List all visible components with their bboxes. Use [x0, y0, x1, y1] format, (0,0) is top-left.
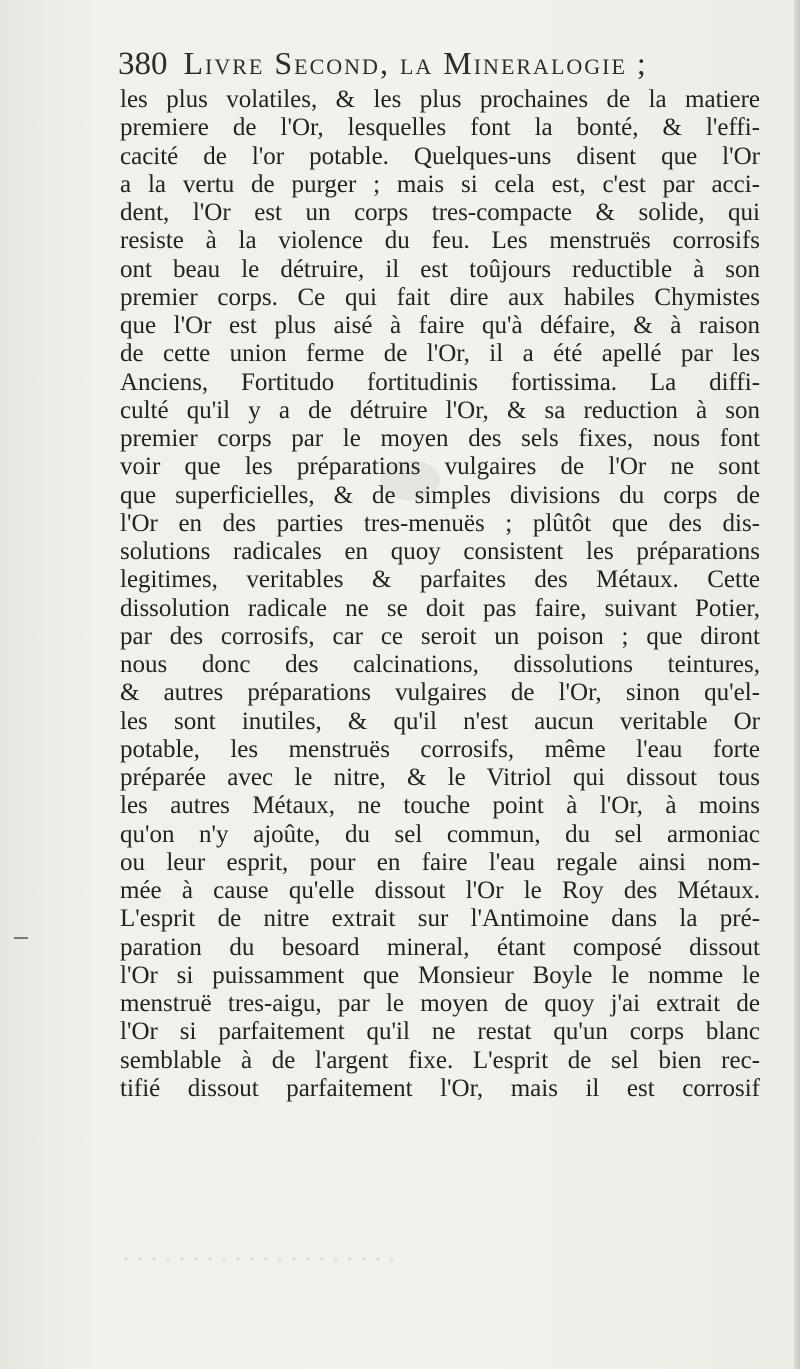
- text-line: solutions radicales en quoy consistent les préparations: [120, 538, 760, 565]
- text-line: ou leur esprit, pour en faire l'eau regale ainsi nom-: [120, 848, 760, 876]
- text-line: nous donc des calcinations, dissolutions teintures,: [120, 651, 760, 678]
- text-line: tifié dissout parfaitement l'Or, mais il est corrosif: [120, 1074, 760, 1102]
- text-line: culté qu'il y a de détruire l'Or, & sa reduction à son: [120, 396, 760, 424]
- text-line: semblable à de l'argent fixe. L'esprit de sel bien rec-: [120, 1046, 760, 1074]
- text-line: que superficielles, & de simples divisions du corps de: [120, 481, 760, 509]
- text-line: cacité de l'or potable. Quelques-uns disent que l'Or: [120, 142, 760, 170]
- text-line: l'Or en des parties tres-menuës ; plûtôt que des dis-: [120, 509, 760, 537]
- text-line: premier corps. Ce qui fait dire aux habiles Chymistes: [120, 283, 760, 311]
- text-line: paration du besoard mineral, étant composé dissout: [120, 933, 760, 961]
- text-line: voir que les préparations vulgaires de l'Or ne sont: [120, 453, 760, 481]
- text-line: les autres Métaux, ne touche point à l'Or, à moins: [120, 792, 760, 820]
- text-line: dent, l'Or est un corps tres-compacte & solide, qui: [120, 199, 760, 226]
- running-title: Livre Second, la Mineralogie ;: [183, 45, 648, 81]
- text-line: dissolution radicale ne se doit pas faire, suivant Potier,: [120, 594, 760, 622]
- text-line: potable, les menstruës corrosifs, même l'eau forte: [120, 735, 760, 763]
- page-edge: [794, 0, 800, 1369]
- text-line: Anciens, Fortitudo fortitudinis fortissima. La diffi-: [120, 368, 760, 396]
- margin-mark: [14, 937, 28, 939]
- page-number: 380: [118, 46, 168, 82]
- running-header: [118, 45, 758, 83]
- text-line: de cette union ferme de l'Or, il a été apellé par les: [120, 340, 760, 368]
- text-line: mée à cause qu'elle dissout l'Or le Roy des Métaux.: [120, 877, 760, 904]
- text-line: qu'on n'y ajoûte, du sel commun, du sel armoniac: [120, 820, 760, 848]
- text-line: l'Or si puissamment que Monsieur Boyle le nomme le: [120, 961, 760, 989]
- text-line: les plus volatiles, & les plus prochaines de la matiere: [120, 86, 760, 113]
- text-line: menstruë tres-aigu, par le moyen de quoy j'ai extrait de: [120, 990, 760, 1017]
- text-line: L'esprit de nitre extrait sur l'Antimoine dans la pré-: [120, 905, 760, 933]
- text-line: préparée avec le nitre, & le Vitriol qui dissout tous: [120, 764, 760, 791]
- text-line: resiste à la violence du feu. Les menstruës corrosifs: [120, 227, 760, 255]
- text-line: l'Or si parfaitement qu'il ne restat qu'un corps blanc: [120, 1018, 760, 1046]
- show-through-text: · · · · · · · · · · · · · · · · · · · ·: [122, 1245, 396, 1271]
- text-line: les sont inutiles, & qu'il n'est aucun veritable Or: [120, 707, 760, 735]
- text-line: a la vertu de purger ; mais si cela est, c'est par acci-: [120, 170, 760, 198]
- text-line: ont beau le détruire, il est toûjours reductible à son: [120, 255, 760, 283]
- text-line: & autres préparations vulgaires de l'Or, sinon qu'el-: [120, 679, 760, 707]
- text-line: que l'Or est plus aisé à faire qu'à défaire, & à raison: [120, 312, 760, 339]
- body-text: [120, 86, 760, 1103]
- text-line: premier corps par le moyen des sels fixes, nous font: [120, 425, 760, 452]
- text-line: par des corrosifs, car ce seroit un poison ; que diront: [120, 622, 760, 650]
- text-line: legitimes, veritables & parfaites des Métaux. Cette: [120, 566, 760, 594]
- text-line: premiere de l'Or, lesquelles font la bonté, & l'effi-: [120, 114, 760, 142]
